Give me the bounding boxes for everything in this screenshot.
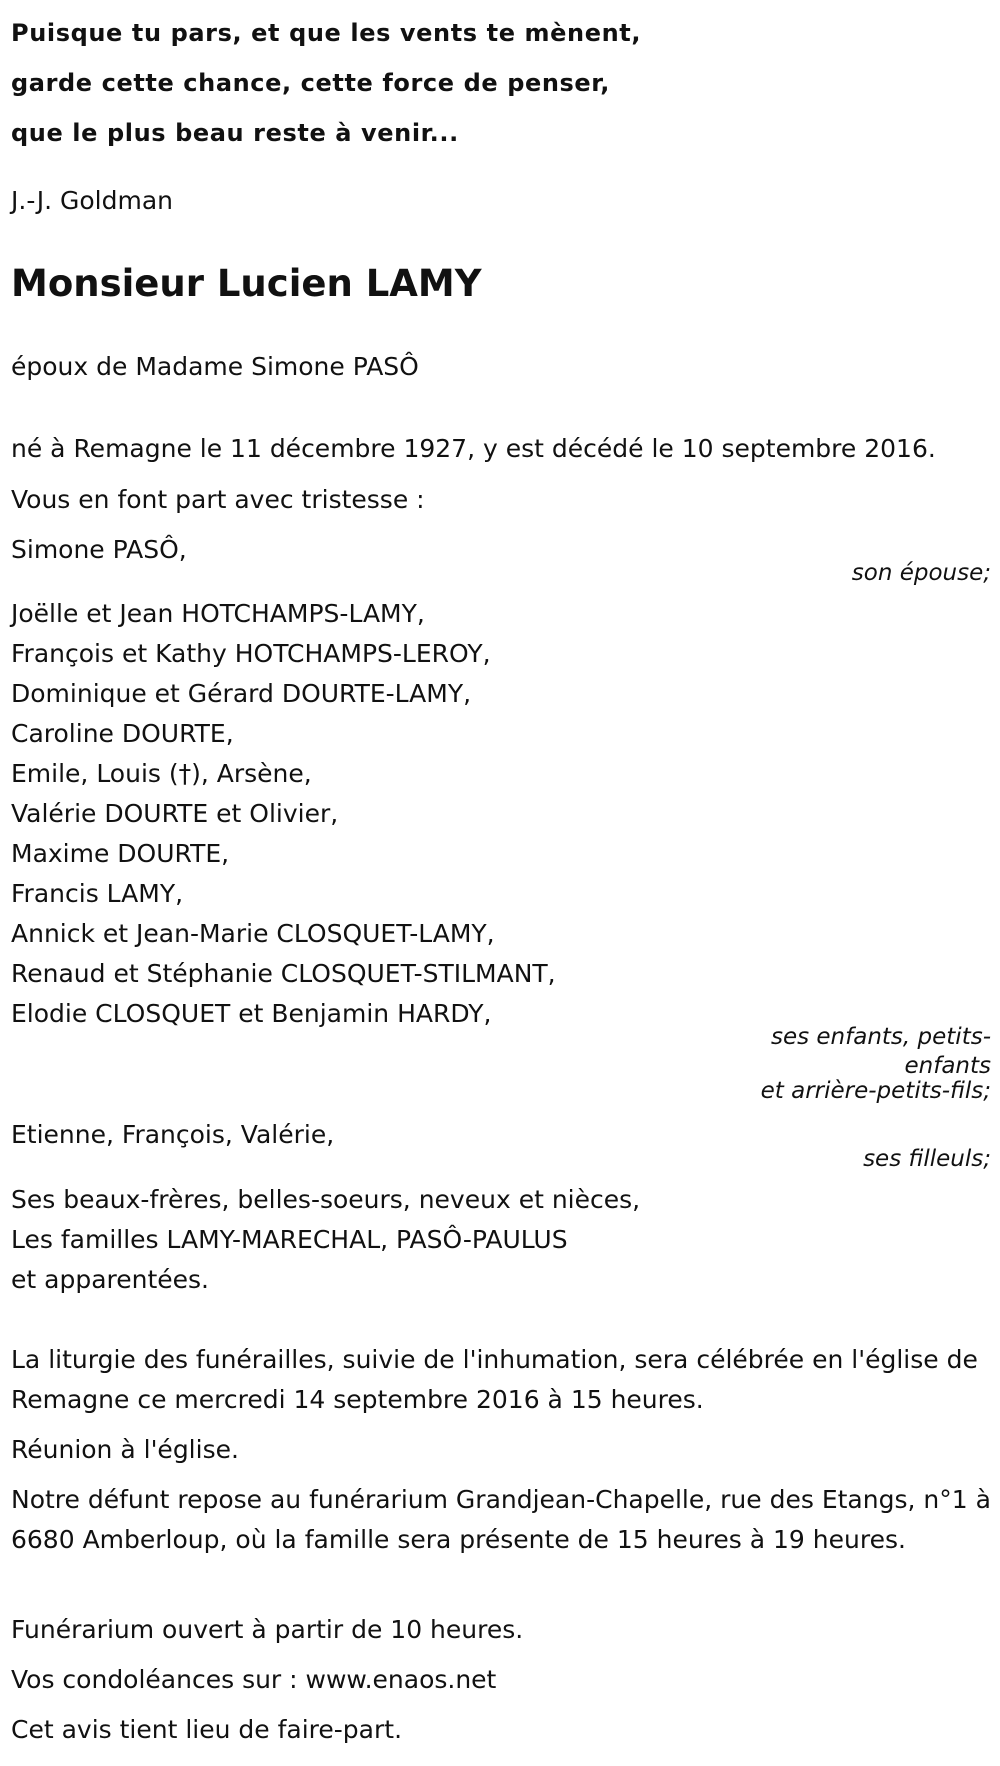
children-role-line: et arrière-petits-fils; (760, 1078, 991, 1104)
poem-line-3: que le plus beau reste à venir... (11, 119, 459, 147)
list-item: Caroline DOURTE, (11, 719, 234, 748)
opening-text: Funérarium ouvert à partir de 10 heures. (11, 1615, 524, 1644)
list-item: Ses beaux-frères, belles-soeurs, neveux et nièces, (11, 1185, 641, 1214)
funeral-text: La liturgie des funérailles, suivie de l'inhumation, sera célébrée en l'église de Remagne ce mercredi 14 septembre 2016 à 15 heures. (11, 1345, 978, 1414)
spouse-line: époux de Madame Simone PASÔ (11, 352, 419, 381)
list-item: François et Kathy HOTCHAMPS-LEROY, (11, 639, 491, 668)
funeral-home-text: Notre défunt repose au funérarium Grandjean-Chapelle, rue des Etangs, n°1 à 6680 Amberloup, où la famille sera présente de 15 heures à 19 heures. (11, 1485, 991, 1554)
godchildren-name: Etienne, François, Valérie, (11, 1120, 335, 1149)
list-item: Renaud et Stéphanie CLOSQUET-STILMANT, (11, 959, 556, 988)
children-list (11, 594, 556, 1034)
notice-text: Cet avis tient lieu de faire-part. (11, 1715, 403, 1744)
list-item: Joëlle et Jean HOTCHAMPS-LAMY, (11, 599, 425, 628)
deceased-name: Monsieur Lucien LAMY (11, 262, 482, 305)
list-item: Dominique et Gérard DOURTE-LAMY, (11, 679, 472, 708)
list-item: et apparentées. (11, 1265, 209, 1294)
birth-death-line: né à Remagne le 11 décembre 1927, y est décédé le 10 septembre 2016. (11, 434, 936, 463)
list-item: Elodie CLOSQUET et Benjamin HARDY, (11, 999, 492, 1028)
poem-line-1: Puisque tu pars, et que les vents te mènent, (11, 19, 642, 47)
list-item: Emile, Louis (†), Arsène, (11, 759, 312, 788)
children-role-line: enfants (904, 1053, 991, 1079)
relatives-list (11, 1180, 640, 1300)
poem-quote (11, 8, 641, 158)
list-item: Valérie DOURTE et Olivier, (11, 799, 339, 828)
list-item: Annick et Jean-Marie CLOSQUET-LAMY, (11, 919, 495, 948)
meeting-text: Réunion à l'église. (11, 1435, 239, 1464)
condolences-text: Vos condoléances sur : www.enaos.net (11, 1665, 497, 1694)
spouse-group-role: son épouse; (851, 560, 991, 586)
children-role (761, 1022, 991, 1102)
godchildren-role: ses filleuls; (863, 1146, 991, 1172)
list-item: Les familles LAMY-MARECHAL, PASÔ-PAULUS (11, 1225, 568, 1254)
poem-line-2: garde cette chance, cette force de penser, (11, 69, 610, 97)
spouse-group-name: Simone PASÔ, (11, 535, 187, 564)
children-role-line: ses enfants, petits- (770, 1024, 991, 1050)
announce-line: Vous en font part avec tristesse : (11, 485, 425, 514)
list-item: Maxime DOURTE, (11, 839, 230, 868)
list-item: Francis LAMY, (11, 879, 184, 908)
poem-author: J.-J. Goldman (11, 186, 173, 215)
